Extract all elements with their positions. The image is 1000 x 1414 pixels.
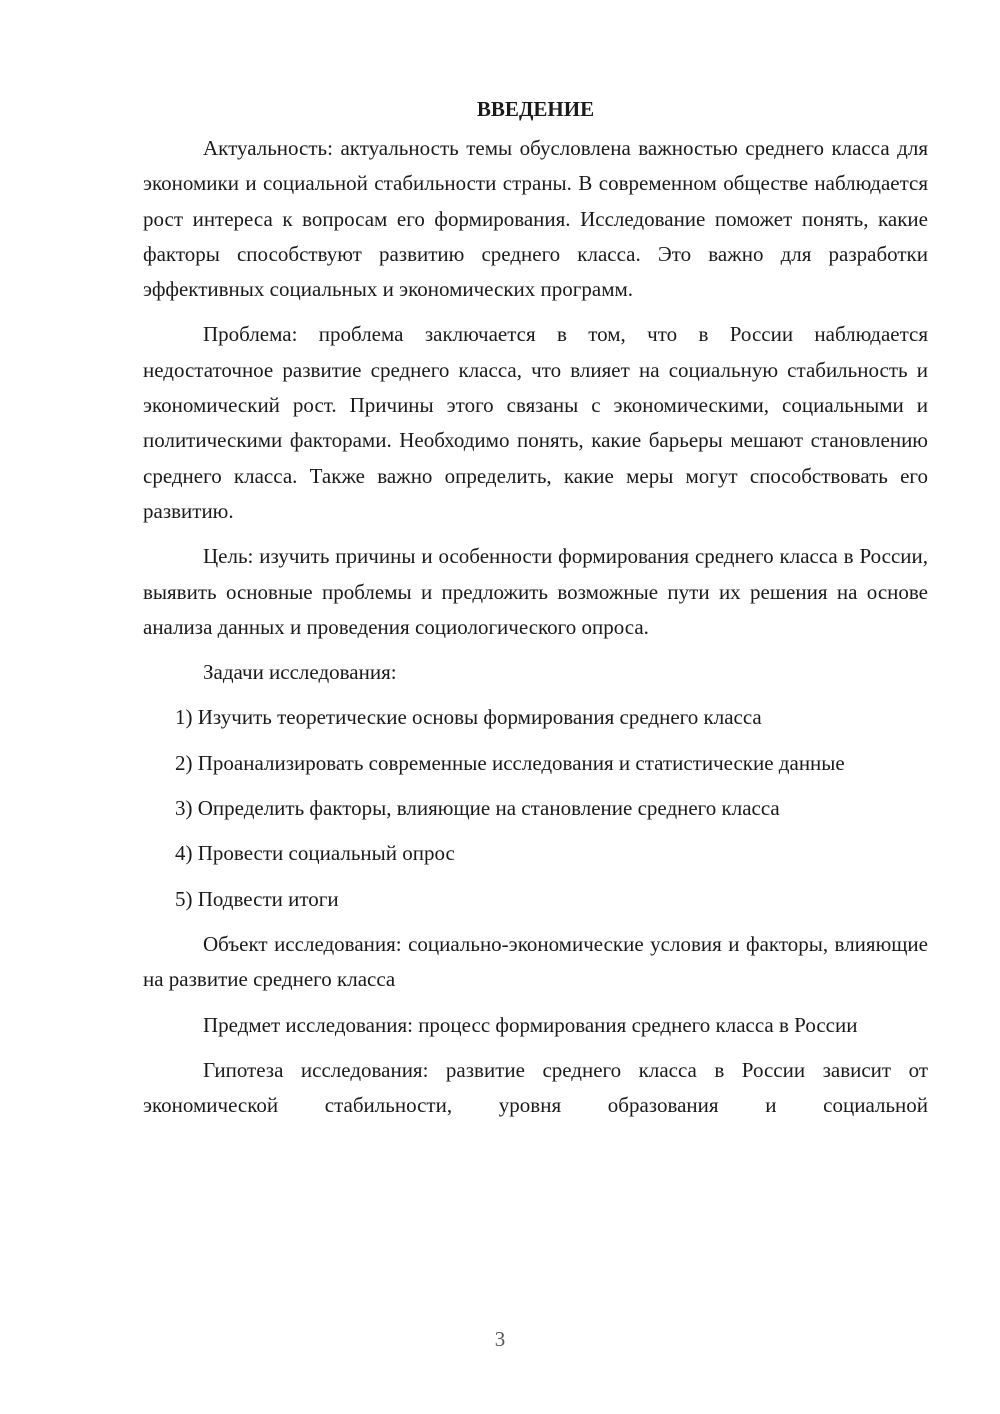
page-number: 3 [494, 1327, 506, 1351]
document-page [143, 92, 928, 1133]
task-item: 4) Провести социальный опрос [175, 841, 455, 866]
section-heading: ВВЕДЕНИЕ [476, 97, 595, 121]
task-item: 2) Проанализировать современные исследования и статистические данные [175, 750, 845, 775]
object-paragraph: Объект исследования: социально-экономические условия и факторы, влияющие на развитие среднего класса [143, 931, 928, 992]
goal-paragraph: Цель: изучить причины и особенности формирования среднего класса в России, выявить основные проблемы и предложить возможные пути их решения на основе анализа данных и проведения социологического опроса. [143, 544, 928, 639]
relevance-paragraph: Актуальность: актуальность темы обусловлена важностью среднего класса для экономики и социальной стабильности страны. В современном обществе наблюдается рост интереса к вопросам его формирования. Исследование поможет понять, какие факторы способствуют развитию среднего класса. Это важно для разработки эффективных социальных и экономических программ. [143, 136, 928, 302]
hypothesis-paragraph: Гипотеза исследования: развитие среднего класса в России зависит от экономической стабильности, уровня образования и социальной [143, 1057, 928, 1118]
task-item: 1) Изучить теоретические основы формирования среднего класса [175, 705, 762, 730]
task-item: 5) Подвести итоги [175, 886, 339, 911]
problem-paragraph: Проблема: проблема заключается в том, что в России наблюдается недостаточное развитие среднего класса, что влияет на социальную стабильность и экономический рост. Причины этого связаны с экономическими, социальными и политическими факторами. Необходимо понять, какие барьеры мешают становлению среднего класса. Также важно определить, какие меры могут способствовать его развитию. [143, 322, 928, 523]
subject-paragraph: Предмет исследования: процесс формирования среднего класса в России [203, 1012, 858, 1037]
task-item: 3) Определить факторы, влияющие на становление среднего класса [175, 796, 780, 821]
tasks-title: Задачи исследования: [203, 660, 397, 685]
